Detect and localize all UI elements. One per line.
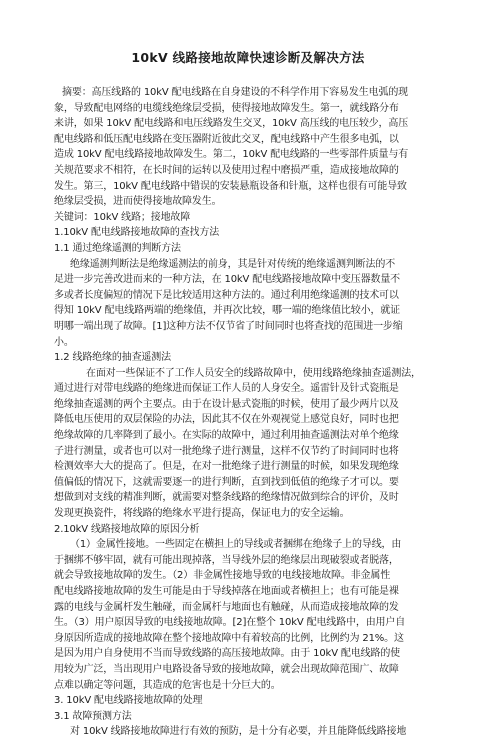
text-line: 子进行测量，或者也可以对一批绝缘子进行测量，这样不仅节约了时间同时也将 (54, 445, 399, 457)
text-line: 绝缘抽查遥测的两个主要点。由于在设计悬式瓷瓶的时候，使用了最少两片以及 (54, 398, 399, 410)
text-line: 关键词：10kV 线路；接地故障 (54, 211, 191, 223)
text-line: 得知 10kV 配电线路两端的绝缘值，并再次比较，哪一端的绝缘值比较小，就证 (54, 305, 401, 317)
text-line: 1.10kV 配电线路接地故障的查找方法 (54, 227, 220, 239)
text-line: 足进一步完善改进而来的一种方法，在 10kV 配电线路接地故障中变压器数量不 (54, 274, 401, 286)
text-line: 摘要：高压线路的 10kV 配电线路在自身建设的不科学作用下容易发生电弧的现 (62, 87, 409, 98)
text-line: 配电线路和低压配电线路在变压器附近彼此交叉，配电线路中产生很多电弧，以 (54, 133, 399, 145)
text-line: 来讲，如果 10kV 配电线路和电压线路发生交叉，10kV 高压线的电压较少，高压 (54, 118, 409, 130)
text-line: 明哪一端出现了故障。[1]这种方法不仅节省了时间同时也将查找的范围进一步缩 (54, 320, 403, 332)
text-line: 发生。第三，10kV 配电线路中错误的安装悬瓶设备和针瓶，这样也很有可能导致 (54, 180, 407, 192)
text-line: 在面对一些保证不了工作人员安全的线路故障中，使用线路绝缘抽查遥测法， (86, 367, 421, 379)
text-line: 绝缘故障的几率降到了最小。在实际的故障中，通过利用抽查遥测法对单个绝缘 (54, 430, 399, 442)
text-line: 身原因所造成的接地故障在整个接地故障中有着较高的比例，比例约为 21%。这 (54, 632, 404, 644)
text-line: 生。（3）用户原因导致的电线接地故障。[2]在整个 10kV 配电线路中，由用户自 (54, 617, 406, 629)
text-line: 1.2 线路绝缘的抽查遥测法 (54, 352, 171, 364)
text-line: 通过进行对带电线路的绝缘进而保证工作人员的人身安全。遥雷针及针式瓷瓶是 (54, 383, 399, 395)
text-line: 值偏低的情况下，这就需要逐一的进行判断，直到找到低值的绝缘子才可以。要 (54, 476, 399, 488)
text-line: 1.1 通过绝缘遥测的判断方法 (54, 242, 181, 254)
text-line: 3.1 故障预测方法 (54, 710, 132, 722)
text-line: 降低电压使用的双层保险的办法，因此其不仅在外观视觉上感觉良好，同时也把 (54, 414, 399, 426)
text-line: （1）金属性接地。一些固定在横担上的导线或者捆绑在绝缘子上的导线，由 (70, 539, 402, 551)
text-line: 用较为广泛，当出现用户电路设备导致的接地故障，就会出现故障范围广、故障 (54, 663, 399, 675)
text-line: 对 10kV 线路接地故障进行有效的预防，是十分有必要，并且能降低线路接地 (70, 726, 407, 738)
document-body (54, 85, 442, 740)
text-line: 点难以确定等问题，其造成的危害也是十分巨大的。 (54, 679, 281, 691)
text-line: 关规范要求不相符，在长时间的运转以及使用过程中磨损严重，造成接地故障的 (54, 164, 399, 176)
text-line: 露的电线与金属杆发生触碰，而金属杆与地面也有触碰，从而造成接地故障的发 (54, 601, 399, 613)
text-line: 就会导致接地故障的发生。（2）非金属性接地导致的电线接地故障。非金属性 (54, 570, 391, 582)
text-line: 发现更换瓷件，将线路的绝缘水平进行提高，保证电力的安全运输。 (54, 508, 350, 520)
text-line: 是因为用户自身使用不当而导致线路的高压接地故障。由于 10kV 配电线路的使 (54, 648, 401, 660)
text-line: 象，导致配电网络的电缆线绝缘层受损，使得接地故障发生。第一，就线路分布 (54, 102, 399, 114)
text-line: 2.10kV 线路接地故障的原因分析 (54, 523, 200, 535)
text-line: 绝缘层受损，进而使得接地故障发生。 (54, 196, 222, 208)
text-line: 于捆绑不够牢固，就有可能出现掉落，当导线外层的绝缘层出现破裂或者脱落， (54, 554, 399, 566)
text-line: 多或者长度偏短的情况下是比较适用这种方法的。通过利用绝缘遥测的技术可以 (54, 289, 399, 301)
document-title: 10kV 线路接地故障快速诊断及解决方法 (131, 50, 365, 65)
text-line: 检测效率大大的提高了。但是，在对一批绝缘子进行测量的时候，如果发现绝缘 (54, 461, 399, 473)
text-line: 配电线路接地故障的发生可能是由于导线掉落在地面或者横担上；也有可能是裸 (54, 586, 399, 597)
text-line: 3. 10kV 配电线路接地故障的处理 (54, 695, 203, 707)
text-line: 造成 10kV 配电线路接地故障发生。第二，10kV 配电线路的一些零部件质量与有 (54, 149, 409, 161)
text-line: 想做到对支线的精准判断，就需要对整条线路的绝缘情况做到综合的评价，及时 (54, 492, 399, 504)
text-line: 绝缘遥测判断法是绝缘遥测法的前身，其是针对传统的绝缘遥测判断法的不 (70, 258, 396, 270)
text-line: 小。 (54, 336, 74, 348)
